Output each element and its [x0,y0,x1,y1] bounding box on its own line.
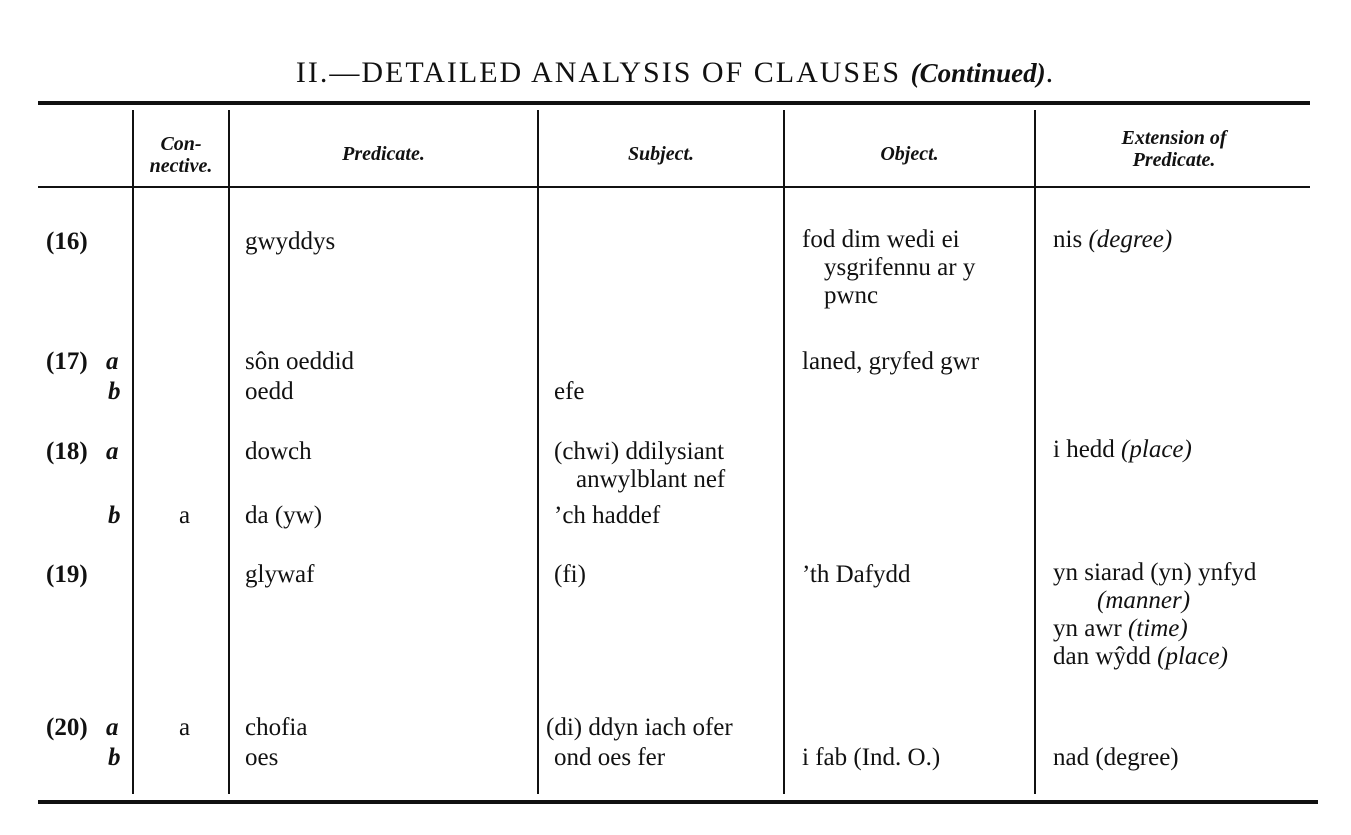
title-main: II.—DETAILED ANALYSIS OF CLAUSES [295,56,902,89]
row-17-subject-b: efe [554,378,585,405]
row-19-predicate: glywaf [245,561,315,588]
row-19-number: (19) [46,561,88,588]
row-17-sub-a: a [106,348,119,375]
row-19-extension-2-note: (time) [1127,615,1188,642]
row-16-number: (16) [46,228,88,255]
row-20-object-b: i fab (Ind. O.) [802,744,941,771]
row-16-predicate: gwyddys [245,228,336,255]
row-18-predicate-a: dowch [245,438,312,465]
header-connective-line-1: Con- [160,133,202,155]
title-end: . [1045,56,1056,89]
table-top-rule [38,101,1310,105]
row-16-extension-note: (degree) [1088,226,1173,253]
column-divider-1 [132,110,134,794]
row-18-subject-a [554,438,725,494]
row-20-subject-a: (di) ddyn iach ofer [546,714,733,741]
row-20-predicate-a: chofia [245,714,308,741]
row-19-extension-2-word: yn awr [1053,615,1122,642]
row-17-predicate-a: sôn oeddid [245,348,355,375]
row-16-object-line-2: ysgrifennu ar y [824,254,976,281]
row-16-extension [1053,226,1172,254]
row-20-number: (20) [46,714,88,741]
row-20-predicate-b: oes [245,744,279,771]
row-19-extension [1053,559,1256,671]
row-16-object [802,226,975,310]
row-17-object-a: laned, gryfed gwr [802,348,980,375]
row-19-extension-line-1: yn siarad (yn) ynfyd [1053,559,1257,586]
header-connective-line-2: nective. [149,155,213,177]
header-connective [134,133,228,177]
row-18-subject-a-line-1: (chwi) ddilysiant [554,438,725,465]
row-19-subject: (fi) [554,561,586,588]
row-17-sub-b: b [108,378,121,405]
header-predicate: Predicate. [342,143,425,165]
table-bottom-rule [38,800,1318,804]
row-19-extension-line-2 [1053,615,1256,643]
header-subject: Subject. [627,143,695,165]
column-divider-2 [228,110,230,794]
row-17-predicate-b: oedd [245,378,294,405]
row-18-predicate-b: da (yw) [245,502,323,529]
row-19-extension-line-3 [1053,643,1256,671]
row-16-extension-word: nis [1053,226,1083,253]
row-20-sub-a: a [106,714,119,741]
row-18-extension-word: i hedd [1053,436,1115,463]
row-19-extension-3-word: dan wŷdd [1053,643,1151,670]
row-20-extension-b: nad (degree) [1053,744,1179,771]
row-20-connective-a: a [179,714,191,741]
row-18-extension-note: (place) [1121,436,1192,463]
row-19-extension-3-note: (place) [1157,643,1228,670]
column-divider-3 [537,110,539,794]
header-extension-line-1: Extension of [1121,127,1227,149]
row-18-subject-b: ’ch haddef [554,502,661,529]
row-16-object-line-1: fod dim wedi ei [802,226,960,253]
header-extension-line-2: Predicate. [1132,149,1216,171]
row-17-number: (17) [46,348,88,375]
header-extension [1036,127,1312,171]
header-object: Object. [880,143,939,165]
row-19-extension-line-1-note: (manner) [1097,587,1191,614]
row-20-sub-b: b [108,744,121,771]
row-16-object-line-3: pwnc [824,282,879,309]
row-18-subject-a-line-2: anwylblant nef [576,466,726,493]
row-18-connective-b: a [179,502,191,529]
title-continued: (Continued) [910,58,1046,88]
row-18-extension [1053,436,1192,464]
page-title [0,56,1351,90]
column-divider-5 [1034,110,1036,794]
row-20-subject-b: ond oes fer [554,744,666,771]
row-18-number: (18) [46,438,88,465]
row-18-sub-b: b [108,502,121,529]
column-divider-4 [783,110,785,794]
row-19-object: ’th Dafydd [802,561,911,588]
row-18-sub-a: a [106,438,119,465]
